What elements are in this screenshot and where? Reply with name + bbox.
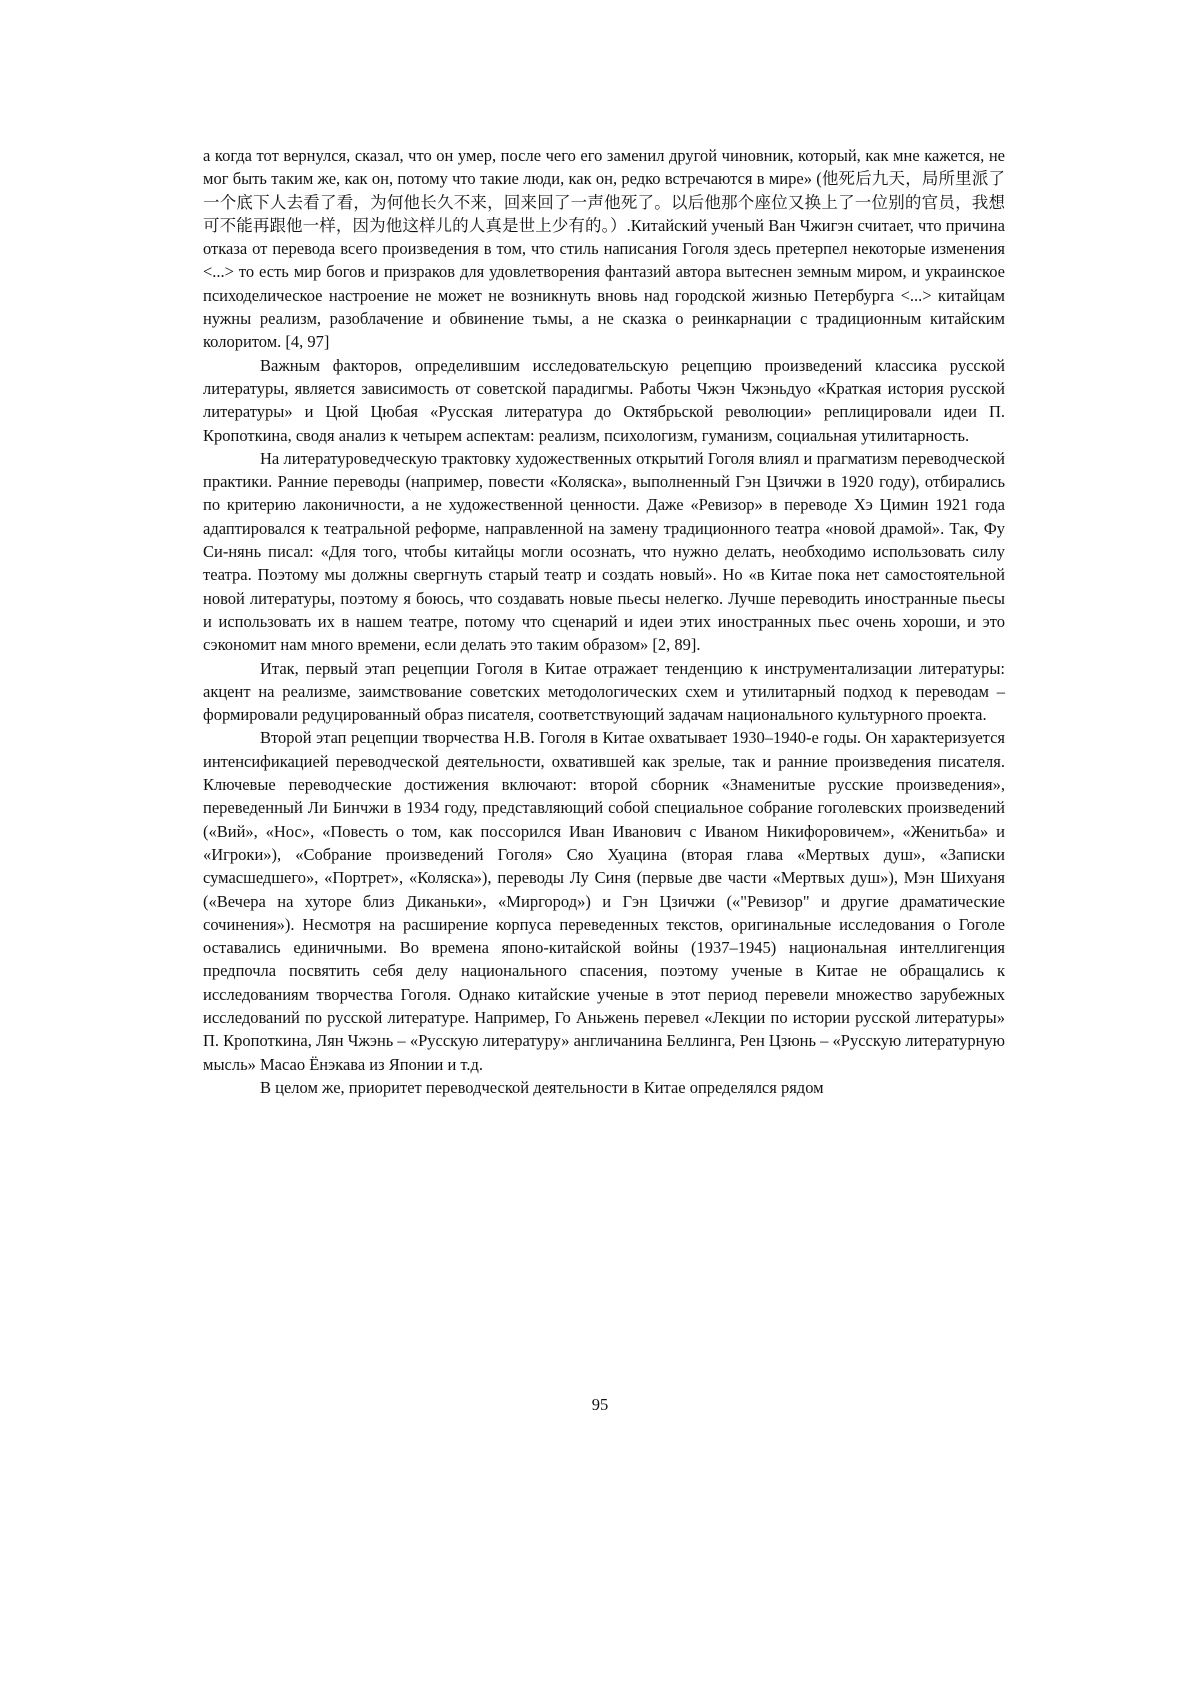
paragraph-translation-pragmatism: На литературоведческую трактовку художественных открытий Гоголя влиял и прагматизм переводческой практики. Ранние переводы (например, повести «Коляска», выполненный Гэн Цзичжи в 1920 году), отбирались по критерию лаконичности, а не художественной ценности. Даже «Ревизор» в переводе Хэ Цимин 1921 года адаптировался к театральной реформе, направленной на замену традиционного театра «новой драмой». Так, Фу Си-нянь писал: «Для того, чтобы китайцы могли осознать, что нужно делать, необходимо использовать силу театра. Поэтому мы должны свергнуть старый театр и создать новый». Но «в Китае пока нет самостоятельной новой литературы, поэтому я боюсь, что создавать новые пьесы нелегко. Лучше переводить иностранные пьесы и использовать их в нашем театре, потому что сценарий и идеи этих иностранных пьес очень хороши, и это сэкономит нам много времени, если делать это таким образом» [2, 89].: [203, 447, 1005, 657]
body-text: [203, 144, 1005, 1099]
paragraph-continuation: а когда тот вернулся, сказал, что он умер, после чего его заменил другой чиновник, который, как мне кажется, не мог быть таким же, как он, потому что такие люди, как он, редко встречаются в мире» (他死后九天，局所里派了一个底下人去看了看，为何他长久不来，回来回了一声他死了。以后他那个座位又换上了一位别的官员，我想可不能再跟他一样，因为他这样儿的人真是世上少有的。）.Китайский ученый Ван Чжигэн считает, что причина отказа от перевода всего произведения в том, что стиль написания Гоголя здесь претерпел некоторые изменения <...> то есть мир богов и призраков для удовлетворения фантазий автора вытеснен земным миром, и украинское психоделическое настроение не может не возникнуть вновь над городской жизнью Петербурга <...> китайцам нужны реализм, разоблачение и обвинение тьмы, а не сказка о реинкарнации с традиционным китайским колоритом. [4, 97]: [203, 144, 1005, 354]
paragraph-first-stage-summary: Итак, первый этап рецепции Гоголя в Китае отражает тенденцию к инструментализации литературы: акцент на реализме, заимствование советских методологических схем и утилитарный подход к переводам – формировали редуцированный образ писателя, соответствующий задачам национального культурного проекта.: [203, 657, 1005, 727]
page-number: 95: [0, 1395, 1200, 1415]
paragraph-second-stage: Второй этап рецепции творчества Н.В. Гоголя в Китае охватывает 1930–1940-е годы. Он характеризуется интенсификацией переводческой деятельности, охватившей как зрелые, так и ранние произведения писателя. Ключевые переводческие достижения включают: второй сборник «Знаменитые русские произведения», переведенный Ли Бинчжи в 1934 году, представляющий собой специальное собрание гоголевских произведений («Вий», «Нос», «Повесть о том, как поссорился Иван Иванович с Иваном Никифоровичем», «Женитьба» и «Игроки»), «Собрание произведений Гоголя» Сяо Хуацина (вторая глава «Мертвых душ», «Записки сумасшедшего», «Портрет», «Коляска»), переводы Лу Синя (первые две части «Мертвых душ»), Мэн Шихуаня («Вечера на хуторе близ Диканьки», «Миргород») и Гэн Цзичжи («"Ревизор" и другие драматические сочинения»). Несмотря на расширение корпуса переведенных текстов, оригинальные исследования о Гоголе оставались единичными. Во времена японо-китайской войны (1937–1945) национальная интеллигенция предпочла посвятить себя делу национального спасения, поэтому ученые в Китае не обращались к исследованиям творчества Гоголя. Однако китайские ученые в этот период перевели множество зарубежных исследований по русской литературе. Например, Го Аньжень перевел «Лекции по истории русской литературы» П. Кропоткина, Лян Чжэнь – «Русскую литературу» англичанина Беллинга, Рен Цзюнь – «Русскую литературную мысль» Масао Ёнэкава из Японии и т.д.: [203, 726, 1005, 1075]
paragraph-translation-priority: В целом же, приоритет переводческой деятельности в Китае определялся рядом: [203, 1076, 1005, 1099]
paragraph-soviet-paradigm: Важным факторов, определившим исследовательскую рецепцию произведений классика русской литературы, является зависимость от советской парадигмы. Работы Чжэн Чжэньдуо «Краткая история русской литературы» и Цюй Цюбая «Русская литература до Октябрьской революции» реплицировали идеи П. Кропоткина, сводя анализ к четырем аспектам: реализм, психологизм, гуманизм, социальная утилитарность.: [203, 354, 1005, 447]
